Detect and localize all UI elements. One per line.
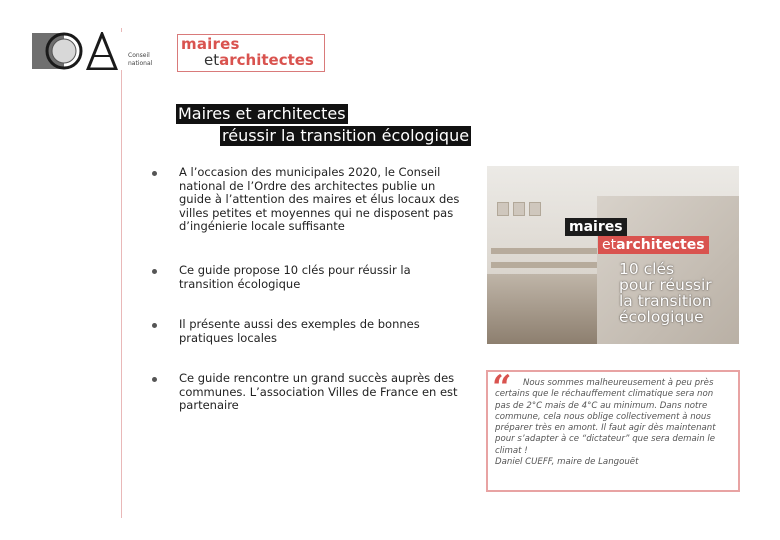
cover-line-1: 10 clés [619, 260, 675, 278]
logo-et: et [204, 51, 220, 69]
bullet-text: Ce guide rencontre un grand succès auprès des communes. L’association Villes de France en est partenaire [179, 371, 458, 412]
bullet-text: A l’occasion des municipales 2020, le Conseil national de l’Ordre des architectes publie un guide à l’attention des maires et élus locaux des villes petites et moyennes qui ne disposent pas d’ingénierie locale suffisante [179, 165, 460, 233]
cover-shelf [491, 262, 609, 268]
cover-frame [497, 202, 509, 216]
bullet-text: Il présente aussi des exemples de bonnes pratiques locales [179, 317, 420, 345]
title-line-2: réussir la transition écologique [222, 126, 470, 145]
bullet-icon [152, 323, 157, 328]
cover-et: et [602, 237, 617, 253]
maires-architectes-logo [177, 34, 325, 72]
cover-frame [513, 202, 525, 216]
conseil-line-2: national [128, 60, 153, 67]
quote-mark-icon: “ [492, 368, 512, 408]
cover-frame [529, 202, 541, 216]
quote-box [486, 370, 740, 492]
bullet-icon [152, 377, 157, 382]
page-title [176, 104, 470, 145]
title-line-1: Maires et architectes [178, 104, 346, 123]
cover-line-2: pour réussir [619, 276, 712, 294]
quote-text-block [495, 378, 731, 468]
conseil-national-label [128, 52, 152, 68]
vertical-divider [121, 28, 122, 518]
quote-text: Nous sommes malheureusement à peu près certains que le réchauffement climatique sera non pas de 2°C mais de 4°C au minimum. Dans notre commune, cela nous oblige collectivement à nous préparer très en amont. Il faut agir dès maintenant pour s’adapter à ce “dictateur” que sera demain le climat ! [495, 378, 716, 456]
conseil-line-1: Conseil [128, 52, 150, 59]
bullet-icon [152, 171, 157, 176]
cover-maires-label: maires [565, 218, 627, 236]
cover-architectes: architectes [616, 237, 705, 253]
cover-et-architectes-label [598, 236, 709, 254]
bullet-icon [152, 269, 157, 274]
logo-et-architectes [204, 51, 314, 69]
bullet-text: Ce guide propose 10 clés pour réussir la transition écologique [179, 263, 411, 291]
cover-line-3: la transition [619, 292, 712, 310]
guide-cover-image [487, 166, 739, 344]
quote-author: Daniel CUEFF, maire de Langouët [495, 457, 639, 468]
cover-shelf [491, 248, 609, 254]
ordre-architectes-logo [30, 32, 122, 70]
logo-maires: maires [181, 35, 240, 53]
logo-architectes: architectes [219, 51, 314, 69]
cover-line-4: écologique [619, 308, 704, 326]
